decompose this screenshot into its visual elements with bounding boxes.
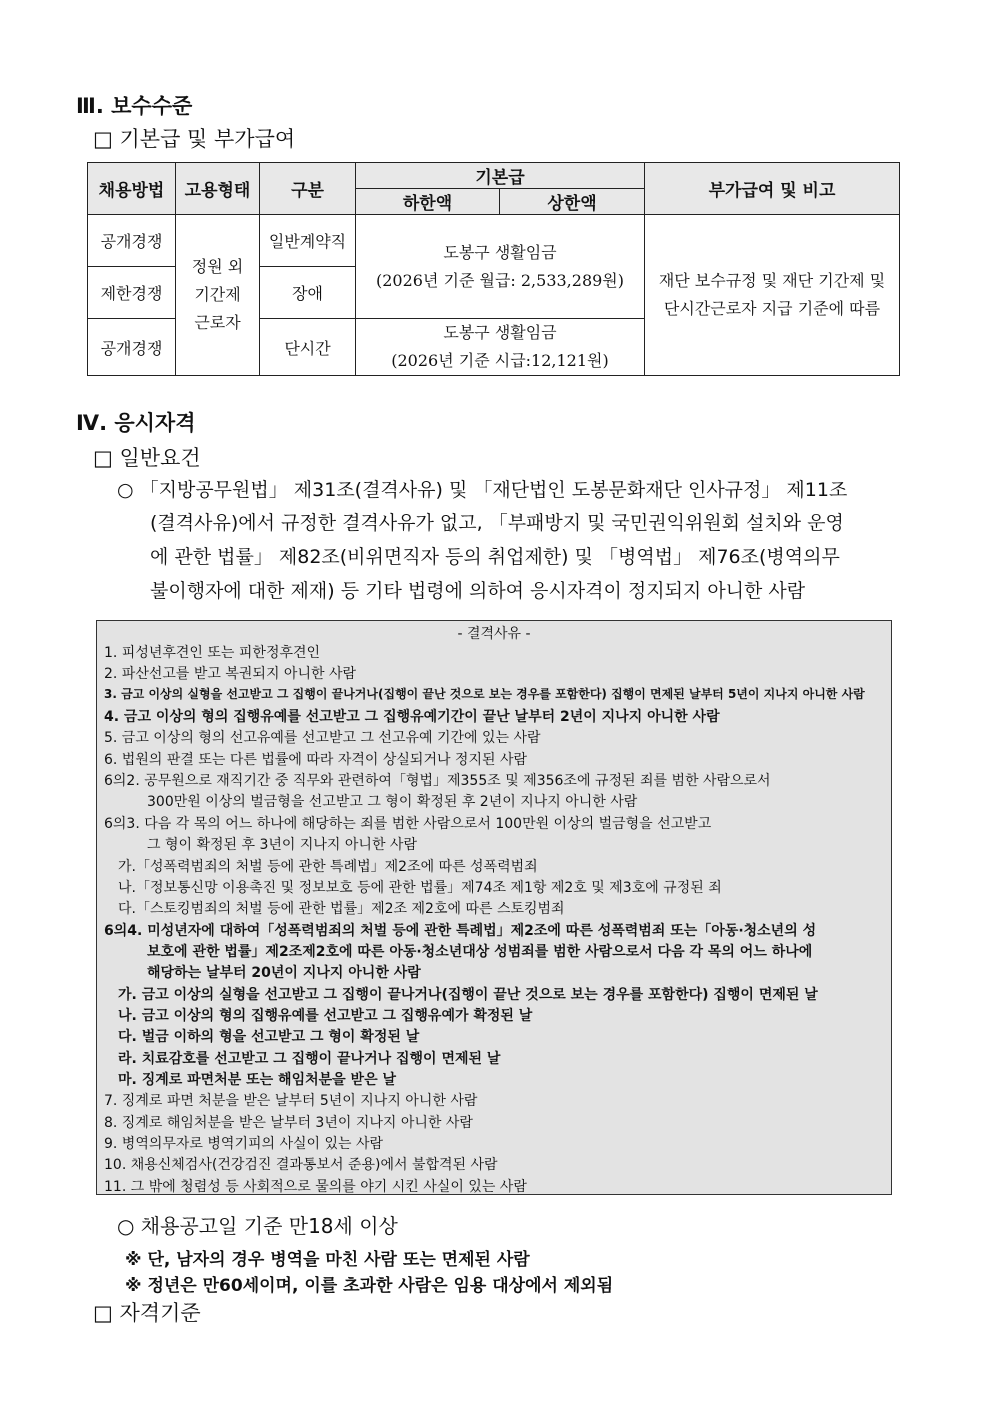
- header-extra-pay: 부가급여 및 비고: [645, 163, 900, 215]
- disqualification-item: 그 형이 확정된 후 3년이 지나지 아니한 사람: [147, 837, 417, 854]
- disqualification-item: 10. 채용신체검사(건강검진 결과통보서 준용)에서 불합격된 사람: [104, 1157, 498, 1174]
- disqualification-item: 6의4. 미성년자에 대하여「성폭력범죄의 처벌 등에 관한 특례법」제2조에 따른 성폭력범죄 또는「아동·청소년의 성: [104, 922, 817, 939]
- general-requirements-title: □ 일반요건: [93, 446, 201, 470]
- note-line: ※ 정년은 만60세이며, 이를 초과한 사람은 임용 대상에서 제외됨: [125, 1276, 614, 1296]
- disqualification-item: 11. 그 밖에 청렴성 등 사회적으로 물의를 야기 시킨 사실이 있는 사람: [104, 1178, 527, 1195]
- section3-title: Ⅲ. 보수수준: [76, 94, 193, 118]
- note-line: ※ 단, 남자의 경우 병역을 마친 사람 또는 면제된 사람: [125, 1250, 530, 1270]
- disqualification-item: 2. 파산선고를 받고 복권되지 아니한 사람: [104, 666, 356, 683]
- disqualification-item: 다.「스토킹범죄의 처벌 등에 관한 법률」제2조 제2호에 따른 스토킹범죄: [118, 901, 565, 918]
- disqualification-item: 나.「정보통신망 이용촉진 및 정보보호 등에 관한 법률」제74조 제1항 제2호 및 제3호에 규정된 죄: [118, 879, 722, 896]
- row1-category: 일반계약직: [260, 215, 356, 267]
- header-employment-type: 고용형태: [176, 163, 260, 215]
- row2-category: 장애: [260, 267, 356, 319]
- disqualification-item: 나. 금고 이상의 형의 집행유예를 선고받고 그 집행유예가 확정된 날: [118, 1007, 533, 1024]
- header-base-pay: 기본급: [356, 163, 645, 189]
- disqualification-item: 6의3. 다음 각 목의 어느 하나에 해당하는 죄를 범한 사람으로서 100만원 이상의 벌금형을 선고받고: [104, 815, 712, 832]
- wage-monthly-line: 도봉구 생활임금: [443, 242, 557, 262]
- paragraph-line: 에 관한 법률」 제82조(비위면직자 등의 취업제한) 및 「병역법」 제76조(병역의무: [150, 546, 840, 568]
- remark-cell: [645, 215, 900, 376]
- disqualification-item: 7. 징계로 파면 처분을 받은 날부터 5년이 지나지 아니한 사람: [104, 1093, 478, 1110]
- salary-table: [87, 162, 900, 376]
- row3-category: 단시간: [260, 319, 356, 376]
- section3-subtitle: □ 기본급 및 부가급여: [93, 127, 296, 151]
- age-requirement: ○ 채용공고일 기준 만18세 이상: [117, 1214, 398, 1238]
- disqualification-item: 8. 징계로 해임처분을 받은 날부터 3년이 지나지 아니한 사람: [104, 1114, 473, 1131]
- disqualification-item: 보호에 관한 법률」제2조제2호에 따른 아동·청소년대상 성범죄를 범한 사람으로서 다음 각 목의 어느 하나에: [147, 943, 813, 960]
- employment-type-line: 정원 외: [191, 257, 244, 276]
- header-method: 채용방법: [88, 163, 176, 215]
- row3-method: 공개경쟁: [88, 319, 176, 376]
- remark-line: 재단 보수규정 및 재단 기간제 및: [658, 271, 886, 290]
- employment-type-line: 근로자: [194, 313, 241, 332]
- wage-monthly-line: (2026년 기준 월급: 2,533,289원): [375, 270, 625, 290]
- disqualification-header: - 결격사유 -: [457, 626, 531, 642]
- paragraph-line: (결격사유)에서 규정한 결격사유가 없고, 「부패방지 및 국민권익위원회 설치와 운영: [150, 512, 844, 534]
- disqualification-item: 4. 금고 이상의 형의 집행유예를 선고받고 그 집행유예기간이 끝난 날부터 2년이 지나지 아니한 사람: [104, 709, 720, 726]
- header-min: 하한액: [356, 189, 500, 215]
- disqualification-item: 라. 치료감호를 선고받고 그 집행이 끝나거나 집행이 면제된 날: [118, 1050, 501, 1067]
- disqualification-item: 5. 금고 이상의 형의 선고유예를 선고받고 그 선고유예 기간에 있는 사람: [104, 730, 541, 747]
- wage-monthly-cell: [356, 215, 645, 319]
- disqualification-item: 9. 병역의무자로 병역기피의 사실이 있는 사람: [104, 1136, 384, 1153]
- disqualification-box: [96, 620, 892, 1195]
- employment-type-line: 기간제: [194, 285, 241, 304]
- row1-method: 공개경쟁: [88, 215, 176, 267]
- header-max: 상한액: [500, 189, 645, 215]
- disqualification-item: 1. 피성년후견인 또는 피한정후견인: [104, 645, 321, 661]
- employment-type-cell: [176, 215, 260, 376]
- disqualification-item: 300만원 이상의 벌금형을 선고받고 그 형이 확정된 후 2년이 지나지 아니한 사람: [147, 794, 638, 811]
- paragraph-line: 불이행자에 대한 제재) 등 기타 법령에 의하여 응시자격이 정지되지 아니한 사람: [150, 580, 806, 602]
- disqualification-item: 가.「성폭력범죄의 처벌 등에 관한 특례법」제2조에 따른 성폭력범죄: [118, 858, 538, 875]
- disqualification-item: 다. 벌금 이하의 형을 선고받고 그 형이 확정된 날: [118, 1029, 420, 1046]
- disqualification-item: 해당하는 날부터 20년이 지나지 아니한 사람: [147, 965, 421, 982]
- wage-hourly-line: 도봉구 생활임금: [443, 323, 557, 342]
- section4-title: Ⅳ. 응시자격: [76, 411, 196, 435]
- remark-line: 단시간근로자 지급 기준에 따름: [663, 299, 881, 318]
- qualification-criteria-title: □ 자격기준: [93, 1301, 201, 1325]
- wage-hourly-cell: [356, 319, 645, 376]
- wage-hourly-line: (2026년 기준 시급:12,121원): [391, 351, 609, 370]
- disqualification-item: 3. 금고 이상의 실형을 선고받고 그 집행이 끝나거나(집행이 끝난 것으로 보는 경우를 포함한다) 집행이 면제된 날부터 5년이 지나지 아니한 사람: [104, 686, 865, 701]
- disqualification-item: 가. 금고 이상의 실형을 선고받고 그 집행이 끝나거나(집행이 끝난 것으로 보는 경우를 포함한다) 집행이 면제된 날: [118, 986, 818, 1003]
- disqualification-item: 6. 법원의 판결 또는 다른 법률에 따라 자격이 상실되거나 정지된 사람: [104, 751, 528, 768]
- disqualification-item: 6의2. 공무원으로 재직기간 중 직무와 관련하여「형법」제355조 및 제356조에 규정된 죄를 범한 사람으로서: [104, 773, 771, 790]
- header-category: 구분: [260, 163, 356, 215]
- disqualification-item: 마. 징계로 파면처분 또는 해임처분을 받은 날: [118, 1072, 396, 1088]
- paragraph-line: ○ 「지방공무원법」 제31조(결격사유) 및 「재단법인 도봉문화재단 인사규정」 제11조: [117, 479, 848, 501]
- row2-method: 제한경쟁: [88, 267, 176, 319]
